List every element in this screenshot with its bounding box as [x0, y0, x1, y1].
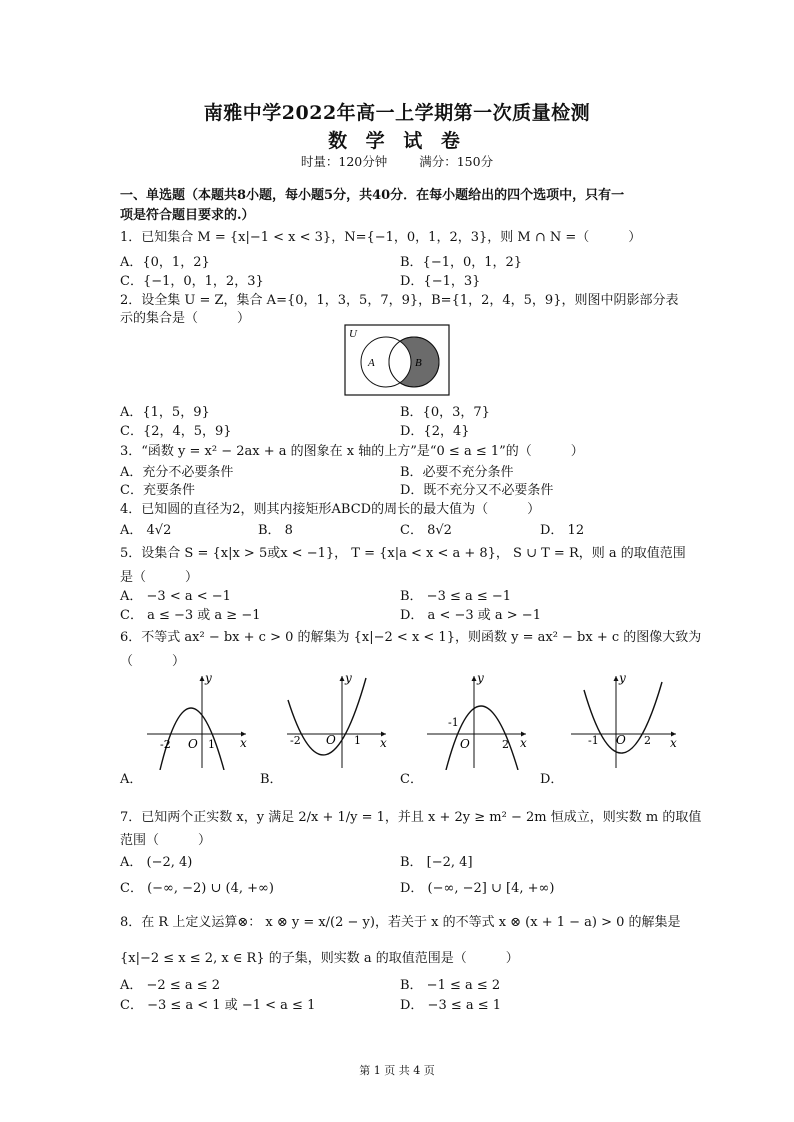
venn-label-u: U: [349, 328, 357, 340]
graph-c-root-right: 2: [502, 738, 509, 751]
graph-b-root-right: 1: [354, 734, 361, 747]
graph-d-x-label: x: [670, 736, 677, 750]
question-7-text-line1: 7．已知两个正实数 x，y 满足 2/x + 1/y = 1，并且 x + 2y ≥ m² − 2m 恒成立，则实数 m 的取值: [120, 810, 702, 825]
q8-option-d: D． −3 ≤ a ≤ 1: [400, 998, 502, 1013]
question-7-text-line2: 范围（ ）: [120, 833, 212, 848]
page-footer: 第 1 页 共 4 页: [359, 1064, 435, 1077]
graph-a-y-label: y: [205, 671, 212, 685]
q3-option-b: B．必要不充分条件: [400, 465, 514, 480]
q6-option-b: B．: [260, 772, 283, 787]
time-limit: 时量：120分钟: [300, 154, 388, 169]
graph-d-y-arrow: [614, 676, 619, 681]
q6-option-d: D．: [540, 772, 564, 787]
graph-a: [142, 670, 252, 770]
q7-option-c: C． (−∞, −2) ∪ (4, +∞): [120, 881, 274, 896]
page-title: 南雅中学2022年高一上学期第一次质量检测: [203, 102, 591, 124]
graph-d-y-label: y: [619, 671, 626, 685]
q3-option-c: C．充要条件: [120, 483, 195, 498]
q5-option-d: D． a < −3 或 a > −1: [400, 608, 541, 623]
q5-option-b: B． −3 ≤ a ≤ −1: [400, 589, 512, 604]
q4-option-d: D． 12: [540, 523, 585, 538]
q4-option-a: A． 4√2: [120, 523, 172, 538]
q7-option-b: B． [−2, 4]: [400, 855, 473, 870]
graph-d-root-left: -1: [588, 734, 599, 747]
q2-option-d: D．{2，4}: [400, 424, 470, 439]
question-1-text: 1．已知集合 M = {x|−1 < x < 3}，N={−1，0，1，2，3}，则 M ∩ N =（ ）: [120, 230, 642, 245]
question-2-text-line1: 2．设全集 U = Z，集合 A={0，1，3，5，7，9}，B={1，2，4，5，9}，则图中阴影部分表: [120, 293, 679, 308]
question-5-text-line1: 5．设集合 S = {x|x > 5或x < −1}， T = {x|a < x < a + 8}， S ∪ T = R，则 a 的取值范围: [120, 546, 686, 561]
graph-b-root-left: -2: [290, 734, 301, 747]
q1-option-d: D．{−1，3}: [400, 274, 481, 289]
graph-c: [422, 670, 532, 770]
graph-a-origin: O: [188, 737, 198, 751]
q5-option-c: C． a ≤ −3 或 a ≥ −1: [120, 608, 261, 623]
graph-c-origin: O: [460, 737, 470, 751]
section-heading-line1: 一、单选题（本题共8小题，每小题5分，共40分．在每小题给出的四个选项中，只有一: [120, 188, 625, 203]
q3-option-d: D．既不充分又不必要条件: [400, 483, 554, 498]
q8-option-a: A． −2 ≤ a ≤ 2: [120, 978, 221, 993]
q6-option-a: A．: [120, 772, 143, 787]
question-8-text-line1: 8．在 R 上定义运算⊗： x ⊗ y = x/(2 − y)，若关于 x 的不等式 x ⊗ (x + 1 − a) > 0 的解集是: [120, 915, 681, 930]
graph-c-root-left: -1: [448, 716, 459, 729]
q4-option-b: B． 8: [258, 523, 293, 538]
question-3-text: 3．“函数 y = x² − 2ax + a 的图象在 x 轴的上方”是“0 ≤ a ≤ 1”的（ ）: [120, 444, 584, 459]
venn-diagram: [344, 324, 450, 396]
q4-option-c: C． 8√2: [400, 523, 452, 538]
graph-b-y-label: y: [345, 671, 352, 685]
q7-option-d: D． (−∞, −2] ∪ [4, +∞): [400, 881, 555, 896]
q5-option-a: A． −3 < a < −1: [120, 589, 231, 604]
venn-label-b: B: [415, 357, 422, 369]
full-score: 满分：150分: [419, 154, 494, 169]
question-6-text-line1: 6．不等式 ax² − bx + c > 0 的解集为 {x|−2 < x < 1}，则函数 y = ax² − bx + c 的图像大致为: [120, 630, 702, 645]
graph-d: [566, 670, 682, 770]
graph-b-y-arrow: [340, 676, 345, 681]
question-6-text-line2: （ ）: [120, 654, 186, 669]
question-8-text-line2: {x|−2 ≤ x ≤ 2, x ∈ R} 的子集，则实数 a 的取值范围是（ ）: [120, 951, 519, 966]
q1-option-b: B．{−1，0，1，2}: [400, 255, 523, 270]
graph-a-x-label: x: [240, 736, 247, 750]
question-5-text-line2: 是（ ）: [120, 570, 199, 585]
graph-a-root-left: -2: [160, 738, 171, 751]
q8-option-c: C． −3 ≤ a < 1 或 −1 < a ≤ 1: [120, 998, 316, 1013]
venn-label-a: A: [368, 357, 375, 369]
question-4-text: 4．已知圆的直径为2，则其内接矩形ABCD的周长的最大值为（ ）: [120, 502, 541, 517]
q3-option-a: A．充分不必要条件: [120, 465, 234, 480]
graph-a-root-right: 1: [208, 738, 215, 751]
q2-option-a: A．{1，5，9}: [120, 405, 210, 420]
section-heading-line2: 项是符合题目要求的.）: [120, 208, 255, 223]
exam-meta: [0, 152, 794, 170]
graph-c-x-label: x: [520, 736, 527, 750]
page-subtitle: 数 学 试 卷: [328, 130, 466, 152]
graph-c-y-label: y: [477, 671, 484, 685]
graph-d-origin: O: [616, 733, 626, 747]
q2-option-b: B．{0，3，7}: [400, 405, 490, 420]
q1-option-a: A．{0，1，2}: [120, 255, 210, 270]
q7-option-a: A． (−2, 4): [120, 855, 193, 870]
graph-d-root-right: 2: [644, 734, 651, 747]
graph-b-origin: O: [326, 733, 336, 747]
q6-option-c: C．: [400, 772, 423, 787]
graph-a-y-arrow: [200, 676, 205, 681]
q2-option-c: C．{2，4，5，9}: [120, 424, 232, 439]
graph-b: [282, 670, 392, 770]
question-2-text-line2: 示的集合是（ ）: [120, 311, 251, 326]
graph-b-x-label: x: [380, 736, 387, 750]
graph-c-y-arrow: [472, 676, 477, 681]
q1-option-c: C．{−1，0，1，2，3}: [120, 274, 264, 289]
q8-option-b: B． −1 ≤ a ≤ 2: [400, 978, 501, 993]
